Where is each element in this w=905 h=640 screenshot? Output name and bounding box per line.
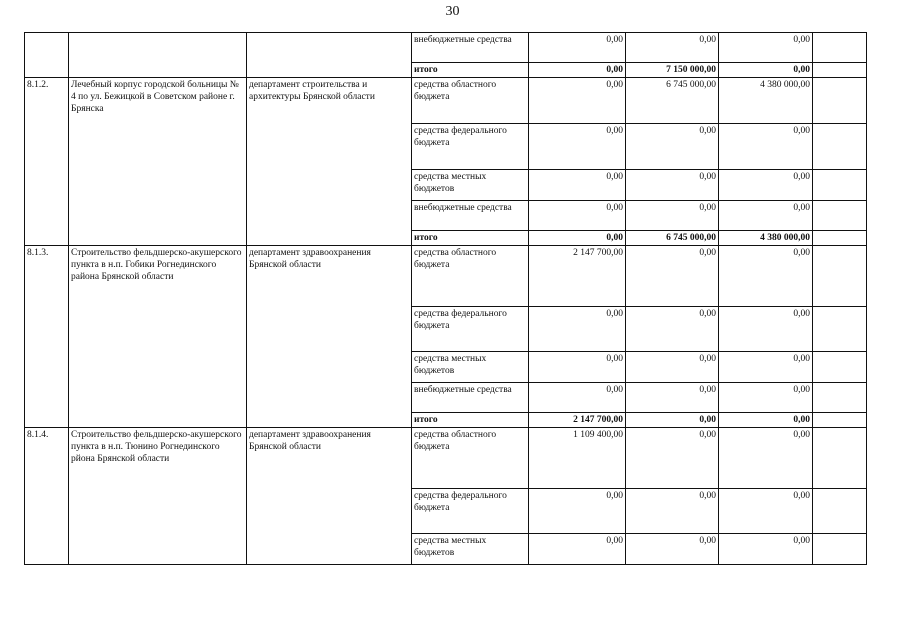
funding-source: итого — [412, 63, 529, 78]
item-code: 8.1.4. — [25, 428, 69, 565]
amount-year-1: 0,00 — [529, 489, 626, 534]
item-executor: департамент строительства и архитектуры Брянской области — [247, 78, 412, 246]
amount-extra — [813, 170, 867, 201]
amount-year-2: 7 150 000,00 — [626, 63, 719, 78]
item-name — [69, 33, 247, 78]
amount-year-1: 0,00 — [529, 352, 626, 383]
amount-year-3: 0,00 — [719, 307, 813, 352]
amount-year-2: 6 745 000,00 — [626, 78, 719, 124]
amount-extra — [813, 246, 867, 307]
amount-extra — [813, 231, 867, 246]
page-number: 30 — [445, 4, 460, 19]
funding-source: средства местных бюджетов — [412, 534, 529, 565]
funding-source: итого — [412, 231, 529, 246]
item-executor — [247, 33, 412, 78]
table-row — [25, 33, 867, 63]
amount-year-2: 0,00 — [626, 489, 719, 534]
amount-extra — [813, 352, 867, 383]
funding-source: средства местных бюджетов — [412, 352, 529, 383]
amount-year-3: 0,00 — [719, 246, 813, 307]
amount-year-1: 2 147 700,00 — [529, 413, 626, 428]
funding-source: средства местных бюджетов — [412, 170, 529, 201]
funding-source: внебюджетные средства — [412, 33, 529, 63]
amount-extra — [813, 383, 867, 413]
amount-extra — [813, 33, 867, 63]
amount-year-3: 0,00 — [719, 534, 813, 565]
amount-year-1: 1 109 400,00 — [529, 428, 626, 489]
amount-extra — [813, 413, 867, 428]
amount-year-2: 0,00 — [626, 246, 719, 307]
amount-year-2: 0,00 — [626, 201, 719, 231]
amount-year-1: 0,00 — [529, 124, 626, 170]
amount-year-1: 0,00 — [529, 201, 626, 231]
table-row — [25, 246, 867, 307]
amount-year-1: 2 147 700,00 — [529, 246, 626, 307]
amount-extra — [813, 489, 867, 534]
funding-source: средства федерального бюджета — [412, 307, 529, 352]
amount-year-2: 0,00 — [626, 428, 719, 489]
amount-year-1: 0,00 — [529, 63, 626, 78]
amount-year-3: 0,00 — [719, 63, 813, 78]
budget-table — [24, 32, 867, 565]
funding-source: внебюджетные средства — [412, 201, 529, 231]
amount-year-1: 0,00 — [529, 534, 626, 565]
funding-source: внебюджетные средства — [412, 383, 529, 413]
amount-year-2: 6 745 000,00 — [626, 231, 719, 246]
amount-extra — [813, 201, 867, 231]
amount-year-2: 0,00 — [626, 383, 719, 413]
amount-extra — [813, 534, 867, 565]
funding-source: средства областного бюджета — [412, 78, 529, 124]
amount-year-2: 0,00 — [626, 307, 719, 352]
item-name: Лечебный корпус городской больницы № 4 по ул. Бежицкой в Советском районе г. Брянска — [69, 78, 247, 246]
amount-year-3: 0,00 — [719, 428, 813, 489]
amount-extra — [813, 124, 867, 170]
amount-year-3: 0,00 — [719, 33, 813, 63]
amount-year-2: 0,00 — [626, 413, 719, 428]
item-code — [25, 33, 69, 78]
item-executor: департамент здравоохранения Брянской области — [247, 246, 412, 428]
item-code: 8.1.2. — [25, 78, 69, 246]
amount-year-3: 4 380 000,00 — [719, 231, 813, 246]
amount-year-1: 0,00 — [529, 33, 626, 63]
amount-year-2: 0,00 — [626, 124, 719, 170]
amount-extra — [813, 78, 867, 124]
amount-year-3: 0,00 — [719, 489, 813, 534]
amount-year-1: 0,00 — [529, 231, 626, 246]
amount-year-3: 0,00 — [719, 201, 813, 231]
item-name: Строительство фельдшерско-акушерского пункта в н.п. Гобики Рогнединского района Брянской области — [69, 246, 247, 428]
amount-year-1: 0,00 — [529, 307, 626, 352]
amount-year-1: 0,00 — [529, 383, 626, 413]
table-row — [25, 78, 867, 124]
amount-year-2: 0,00 — [626, 352, 719, 383]
amount-year-1: 0,00 — [529, 170, 626, 201]
amount-year-3: 0,00 — [719, 170, 813, 201]
funding-source: средства федерального бюджета — [412, 124, 529, 170]
funding-source: средства областного бюджета — [412, 246, 529, 307]
item-executor: департамент здравоохранения Брянской области — [247, 428, 412, 565]
amount-extra — [813, 307, 867, 352]
amount-year-3: 0,00 — [719, 413, 813, 428]
amount-year-2: 0,00 — [626, 170, 719, 201]
table-row — [25, 428, 867, 489]
amount-extra — [813, 63, 867, 78]
amount-year-3: 0,00 — [719, 124, 813, 170]
item-code: 8.1.3. — [25, 246, 69, 428]
item-name: Строительство фельдшерско-акушерского пункта в н.п. Тюнино Рогнединского рйона Брянской области — [69, 428, 247, 565]
amount-year-3: 0,00 — [719, 383, 813, 413]
amount-year-3: 0,00 — [719, 352, 813, 383]
funding-source: средства федерального бюджета — [412, 489, 529, 534]
funding-source: итого — [412, 413, 529, 428]
amount-year-2: 0,00 — [626, 534, 719, 565]
amount-extra — [813, 428, 867, 489]
amount-year-3: 4 380 000,00 — [719, 78, 813, 124]
funding-source: средства областного бюджета — [412, 428, 529, 489]
amount-year-2: 0,00 — [626, 33, 719, 63]
amount-year-1: 0,00 — [529, 78, 626, 124]
